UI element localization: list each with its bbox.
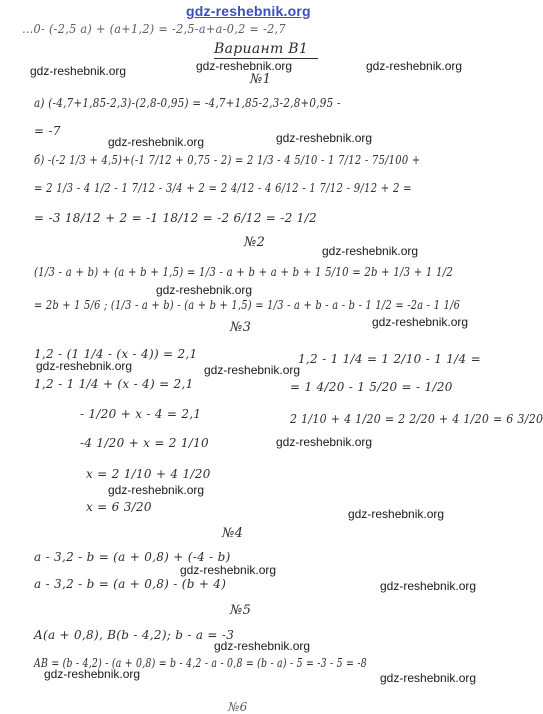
top-partial-line: …0- (-2,5 a) + (a+1,2) = -2,5-a+a-0,2 = -2,7 [22, 22, 286, 36]
watermark: gdz-reshebnik.org [108, 483, 205, 497]
task3-side-line-3: 2 1/10 + 4 1/20 = 2 2/20 + 4 1/20 = 6 3/20 [290, 412, 543, 426]
watermark: gdz-reshebnik.org [204, 363, 301, 377]
task1-line-b-3: = -3 18/12 + 2 = -1 18/12 = -2 6/12 = -2 1/2 [34, 211, 317, 225]
task3-line-5: x = 2 1/10 + 4 1/20 [86, 467, 211, 481]
task3-line-2: 1,2 - 1 1/4 + (x - 4) = 2,1 [34, 377, 194, 391]
watermark: gdz-reshebnik.org [30, 64, 127, 78]
watermark: gdz-reshebnik.org [156, 283, 253, 297]
task4-line-1: a - 3,2 - b = (a + 0,8) + (-4 - b) [34, 550, 231, 564]
task3-line-4: -4 1/20 + x = 2 1/10 [80, 436, 209, 450]
task1-line-b-2: = 2 1/3 - 4 1/2 - 1 7/12 - 3/4 + 2 = 2 4/12 - 4 6/12 - 1 7/12 - 9/12 + 2 = [34, 181, 412, 195]
task3-side-line-1: 1,2 - 1 1/4 = 1 2/10 - 1 1/4 = [298, 352, 481, 366]
heading-underline [214, 58, 318, 59]
task4-line-2: a - 3,2 - b = (a + 0,8) - (b + 4) [34, 577, 227, 591]
task1-line-a-result: = -7 [34, 124, 61, 138]
watermark: gdz-reshebnik.org [372, 315, 469, 329]
watermark: gdz-reshebnik.org [276, 131, 373, 145]
task3-line-1: 1,2 - (1 1/4 - (x - 4)) = 2,1 [34, 347, 198, 361]
watermark: gdz-reshebnik.org [44, 667, 141, 681]
task2-line-2: = 2b + 1 5/6 ; (1/3 - a + b) - (a + b + 1,5) = 1/3 - a + b - a - b - 1 1/2 = -2a - 1 1/6 [34, 298, 461, 312]
watermark: gdz-reshebnik.org [108, 135, 205, 149]
watermark: gdz-reshebnik.org [180, 563, 277, 577]
task1-line-a: а) (-4,7+1,85-2,3)-(2,8-0,95) = -4,7+1,85-2,3-2,8+0,95 - [34, 96, 341, 110]
section-number-1: №1 [250, 72, 272, 87]
task3-line-3: - 1/20 + x - 4 = 2,1 [80, 407, 202, 421]
section-number-5: №5 [230, 603, 252, 618]
task5-line-2: AB = (b - 4,2) - (a + 0,8) = b - 4,2 - a - 0,8 = (b - a) - 5 = -3 - 5 = -8 [34, 656, 367, 670]
task3-side-line-2: = 1 4/20 - 1 5/20 = - 1/20 [290, 380, 453, 394]
section-number-2: №2 [244, 235, 266, 250]
variant-heading: Вариант В1 [214, 41, 309, 57]
watermark: gdz-reshebnik.org [276, 435, 373, 449]
section-number-4: №4 [222, 526, 244, 541]
watermark-top[interactable]: gdz-reshebnik.org [186, 3, 311, 19]
watermark: gdz-reshebnik.org [322, 244, 419, 258]
task2-line-1: (1/3 - a + b) + (a + b + 1,5) = 1/3 - a + b + a + b + 1 5/10 = 2b + 1/3 + 1 1/2 [34, 265, 454, 279]
watermark: gdz-reshebnik.org [380, 671, 477, 685]
task3-line-6: x = 6 3/20 [86, 500, 152, 514]
watermark: gdz-reshebnik.org [366, 59, 463, 73]
watermark: gdz-reshebnik.org [214, 639, 311, 653]
watermark: gdz-reshebnik.org [36, 359, 133, 373]
task1-line-b: б) -(-2 1/3 + 4,5)+(-1 7/12 + 0,75 - 2) = 2 1/3 - 4 5/10 - 1 7/12 - 75/100 + [34, 153, 421, 167]
watermark: gdz-reshebnik.org [348, 507, 445, 521]
section-number-6-partial: №6 [228, 700, 248, 714]
task5-line-1: A(a + 0,8), B(b - 4,2); b - a = -3 [34, 628, 235, 642]
watermark: gdz-reshebnik.org [196, 59, 293, 73]
section-number-3: №3 [230, 320, 252, 335]
watermark: gdz-reshebnik.org [380, 579, 477, 593]
